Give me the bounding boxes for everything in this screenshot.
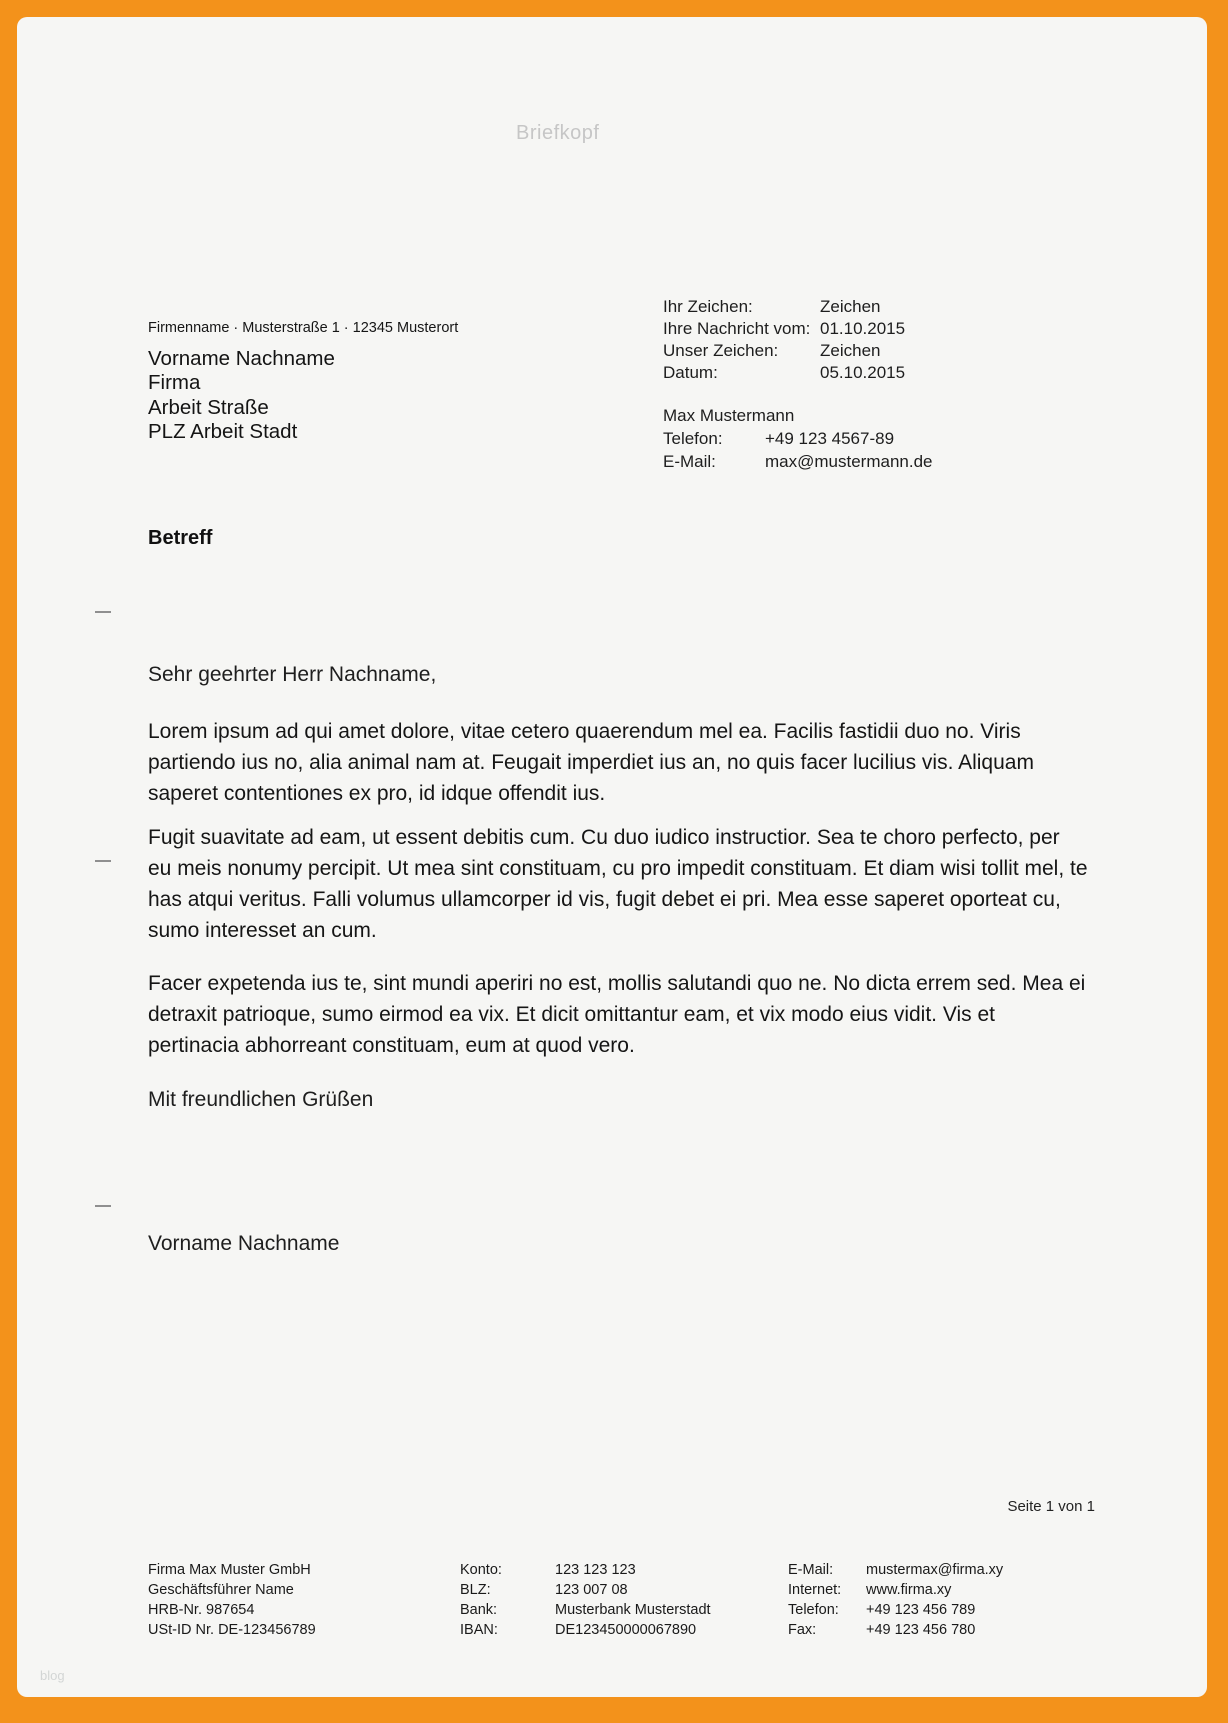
fold-mark [95, 611, 111, 613]
closing-phrase: Mit freundlichen Grüßen [148, 1088, 374, 1111]
recipient-city: PLZ Arbeit Stadt [148, 419, 298, 443]
reference-value: 01.10.2015 [820, 319, 906, 338]
contact-email-value: max@mustermann.de [765, 451, 933, 471]
contact-row [663, 451, 933, 474]
footer-bank-column [460, 1560, 711, 1640]
signature-name: Vorname Nachname [148, 1232, 340, 1255]
footer-contact-row [788, 1560, 1003, 1580]
letter-page [17, 17, 1207, 1697]
recipient-company: Firma [148, 371, 201, 395]
footer-contact-value: +49 123 456 780 [866, 1622, 976, 1638]
reference-label: Datum: [663, 363, 718, 382]
footer-contact-label: E-Mail: [788, 1562, 834, 1578]
footer-bank-row [460, 1580, 711, 1600]
footer-bank-value: 123 123 123 [555, 1562, 636, 1578]
contact-phone-value: +49 123 4567-89 [765, 429, 895, 448]
footer-company-column [148, 1560, 316, 1640]
letterhead-placeholder-text: Briefkopf [516, 122, 600, 144]
reference-value: 05.10.2015 [820, 363, 906, 382]
footer-contact-label: Telefon: [788, 1602, 839, 1618]
fold-mark [95, 860, 111, 862]
body-paragraph: Lorem ipsum ad qui amet dolore, vitae cetero quaerendum mel ea. Facilis fastidii duo no. Viris partiendo ius no, alia animal nam at. Feugait imperdiet ius an, no quis facer lucilius vis. Aliquam saperet contentiones ex pro, id idque offendit ius. [148, 720, 1034, 805]
footer-contact-value: +49 123 456 789 [866, 1602, 976, 1618]
salutation: Sehr geehrter Herr Nachname, [148, 663, 437, 686]
recipient-address-block [148, 347, 335, 444]
footer-ust-id: USt-ID Nr. DE-123456789 [148, 1622, 316, 1638]
footer-contact-row [788, 1600, 1003, 1620]
footer-bank-label: BLZ: [460, 1582, 491, 1598]
recipient-name: Vorname Nachname [148, 347, 335, 370]
footer-contact-row [788, 1580, 1003, 1600]
body-paragraph: Fugit suavitate ad eam, ut essent debitis cum. Cu duo iudico instructior. Sea te choro perfecto, per eu meis nonumy percipit. Ut mea sint constituam, cu pro impedit constituam. Et diam wisi tollit mel, te has atqui veritus. Falli volumus ullamcorper id vis, fugit debet ei pri. Mea esse saperet oporteat cu, sumo interesset an cum. [148, 826, 1088, 942]
fold-mark [95, 1205, 111, 1207]
contact-person-name: Max Mustermann [663, 406, 795, 425]
footer-company-name: Firma Max Muster GmbH [148, 1562, 311, 1578]
contact-row [663, 428, 933, 451]
reference-info-block [663, 296, 905, 384]
body-paragraph: Facer expetenda ius te, sint mundi aperiri no est, mollis salutandi quo ne. No dicta errem sed. Mea ei detraxit patrioque, sumo eirmod ea vix. Et dicit omittantur eam, et vix modo eius vidit. Vis et pertinacia abhorreant constituam, eum at quod vero. [148, 972, 1086, 1057]
footer-bank-value: 123 007 08 [555, 1582, 628, 1598]
corner-watermark-text: blog [40, 1668, 65, 1683]
footer-bank-row [460, 1620, 711, 1640]
footer-bank-value: Musterbank Musterstadt [555, 1602, 711, 1618]
footer-contact-value: mustermax@firma.xy [866, 1562, 1004, 1578]
footer-contact-label: Fax: [788, 1622, 817, 1638]
footer-contact-value: www.firma.xy [866, 1582, 952, 1598]
footer-contact-row [788, 1620, 1003, 1640]
reference-row [663, 362, 905, 384]
footer-managing-director: Geschäftsführer Name [148, 1582, 294, 1598]
reference-row [663, 296, 905, 318]
subject-line: Betreff [148, 527, 213, 549]
contact-info-block [663, 428, 933, 473]
footer-bank-value: DE123450000067890 [555, 1622, 697, 1638]
sender-return-address-line: Firmenname · Musterstraße 1 · 12345 Musterort [148, 320, 459, 336]
reference-label: Ihr Zeichen: [663, 297, 753, 316]
footer-bank-row [460, 1600, 711, 1620]
reference-value: Zeichen [820, 297, 881, 316]
footer-bank-label: IBAN: [460, 1622, 498, 1638]
reference-value: Zeichen [820, 341, 881, 360]
footer-contact-column [788, 1560, 1003, 1640]
footer-hrb-number: HRB-Nr. 987654 [148, 1602, 255, 1618]
footer-contact-label: Internet: [788, 1582, 842, 1598]
footer-bank-label: Bank: [460, 1602, 498, 1618]
reference-label: Unser Zeichen: [663, 341, 779, 360]
contact-label: E-Mail: [663, 451, 716, 471]
contact-label: Telefon: [663, 429, 723, 448]
reference-row [663, 318, 905, 340]
footer-bank-row [460, 1560, 711, 1580]
footer-bank-label: Konto: [460, 1562, 502, 1578]
recipient-street: Arbeit Straße [148, 395, 269, 419]
page-number: Seite 1 von 1 [1007, 1498, 1095, 1515]
reference-label: Ihre Nachricht vom: [663, 319, 811, 338]
reference-row [663, 340, 905, 362]
